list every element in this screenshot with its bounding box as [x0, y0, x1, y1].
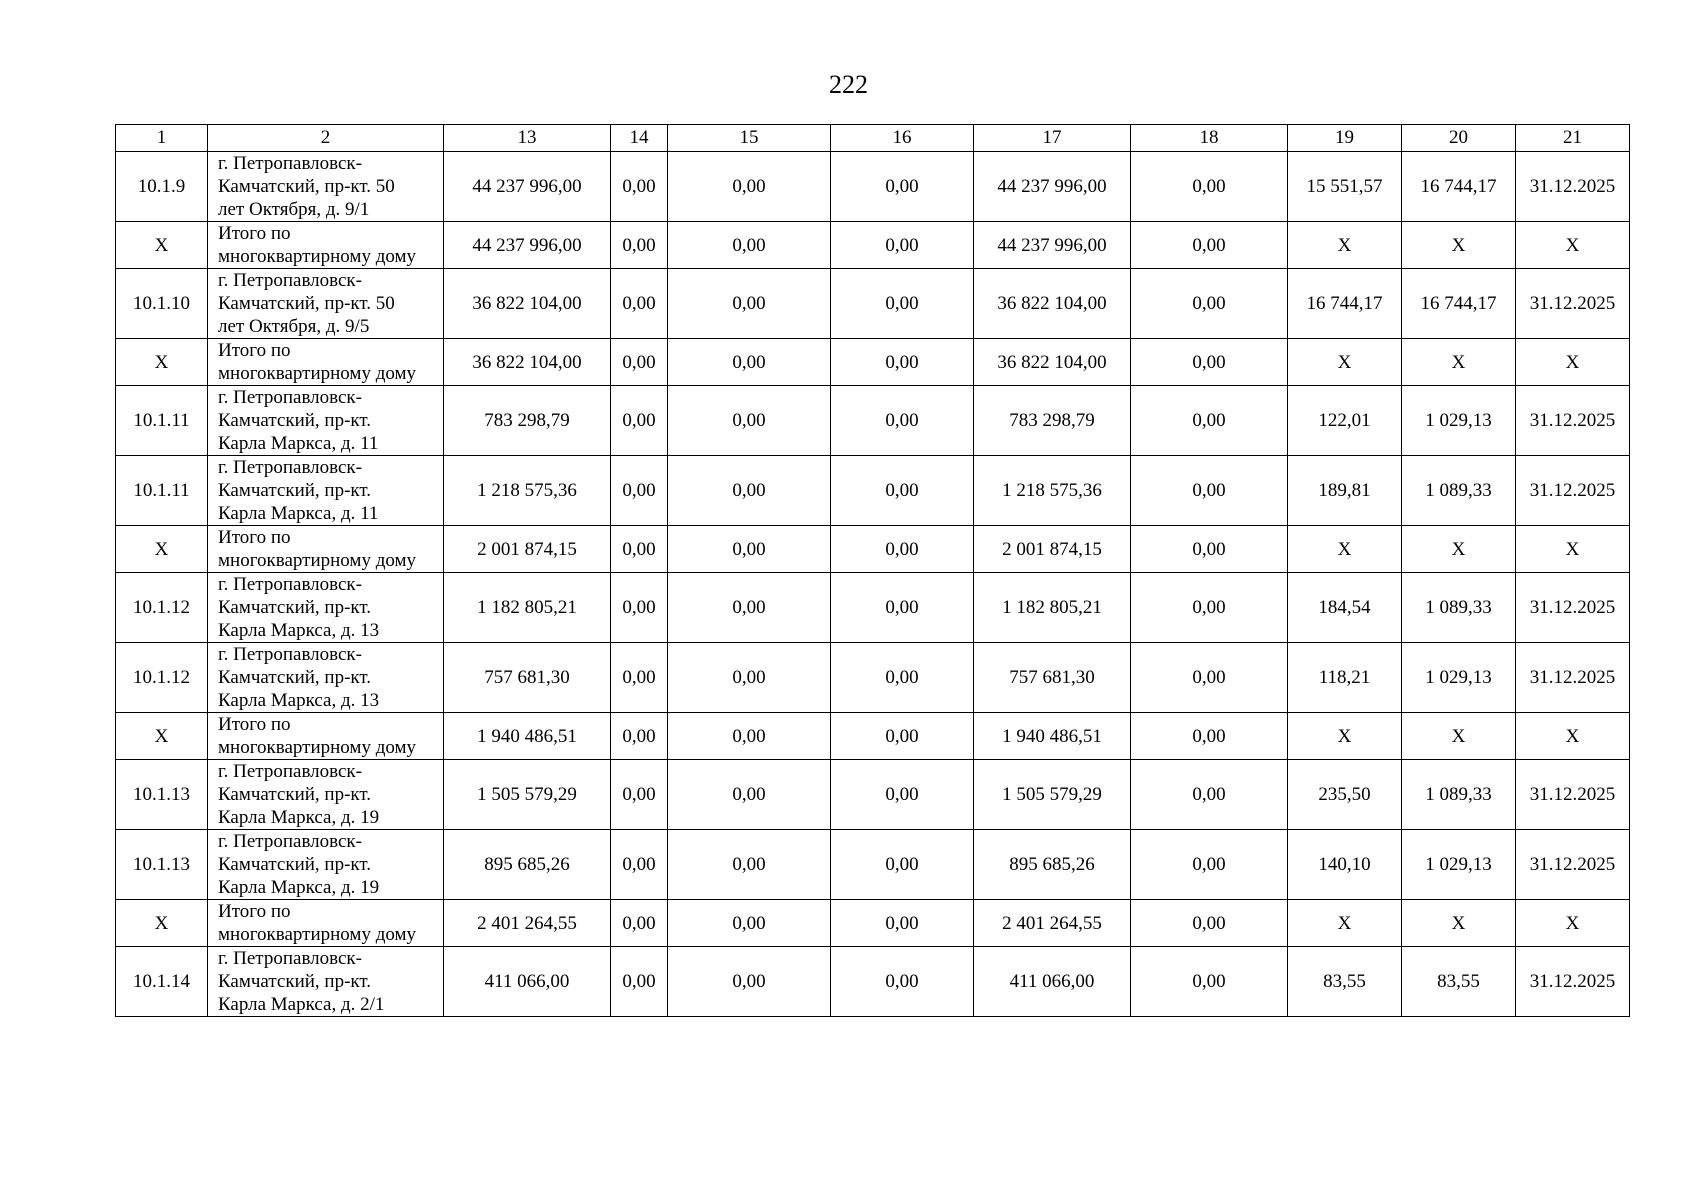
col-19-value: 122,01 [1288, 386, 1402, 456]
col-18-value: 0,00 [1131, 760, 1288, 830]
row-number: X [116, 526, 208, 573]
col-21-date: 31.12.2025 [1516, 643, 1630, 713]
row-number: 10.1.11 [116, 456, 208, 526]
col-16-value: 0,00 [831, 900, 974, 947]
col-13-value: 1 182 805,21 [444, 573, 611, 643]
col-17-value: 36 822 104,00 [974, 339, 1131, 386]
col-16-value: 0,00 [831, 760, 974, 830]
row-number: 10.1.9 [116, 152, 208, 222]
total-row [116, 222, 1630, 269]
col-21-date: 31.12.2025 [1516, 386, 1630, 456]
address: Итого по многоквартирному дому [208, 713, 444, 760]
col-16-value: 0,00 [831, 573, 974, 643]
row-number: 10.1.10 [116, 269, 208, 339]
col-19-value: 16 744,17 [1288, 269, 1402, 339]
col-14-value: 0,00 [611, 339, 668, 386]
col-18-value: 0,00 [1131, 222, 1288, 269]
col-17-value: 757 681,30 [974, 643, 1131, 713]
col-17-value: 2 401 264,55 [974, 900, 1131, 947]
col-15-value: 0,00 [668, 830, 831, 900]
col-20-value: 83,55 [1402, 947, 1516, 1017]
col-13-value: 36 822 104,00 [444, 269, 611, 339]
col-21-date: X [1516, 339, 1630, 386]
total-row [116, 526, 1630, 573]
col-13-value: 783 298,79 [444, 386, 611, 456]
address: г. Петропавловск- Камчатский, пр-кт. Карла Маркса, д. 13 [208, 573, 444, 643]
col-17-value: 1 182 805,21 [974, 573, 1131, 643]
col-14-value: 0,00 [611, 900, 668, 947]
col-15-value: 0,00 [668, 339, 831, 386]
col-16-value: 0,00 [831, 526, 974, 573]
col-15-value: 0,00 [668, 713, 831, 760]
row-number: 10.1.13 [116, 830, 208, 900]
table-row [116, 152, 1630, 222]
table-row [116, 947, 1630, 1017]
address: г. Петропавловск- Камчатский, пр-кт. Карла Маркса, д. 13 [208, 643, 444, 713]
col-19-value: 235,50 [1288, 760, 1402, 830]
col-21-date: 31.12.2025 [1516, 456, 1630, 526]
col-16-value: 0,00 [831, 643, 974, 713]
col-20-value: 1 029,13 [1402, 830, 1516, 900]
col-20-value: X [1402, 222, 1516, 269]
col-15-value: 0,00 [668, 526, 831, 573]
col-20-value: 16 744,17 [1402, 269, 1516, 339]
row-number: X [116, 713, 208, 760]
col-21-date: X [1516, 900, 1630, 947]
col-19-value: 140,10 [1288, 830, 1402, 900]
table-row [116, 643, 1630, 713]
address: Итого по многоквартирному дому [208, 222, 444, 269]
col-20-value: 16 744,17 [1402, 152, 1516, 222]
col-18-value: 0,00 [1131, 526, 1288, 573]
col-13-value: 44 237 996,00 [444, 152, 611, 222]
column-header: 2 [208, 125, 444, 152]
col-21-date: X [1516, 713, 1630, 760]
col-13-value: 2 001 874,15 [444, 526, 611, 573]
col-17-value: 2 001 874,15 [974, 526, 1131, 573]
col-15-value: 0,00 [668, 760, 831, 830]
col-19-value: X [1288, 713, 1402, 760]
col-15-value: 0,00 [668, 947, 831, 1017]
col-19-value: 118,21 [1288, 643, 1402, 713]
column-header: 21 [1516, 125, 1630, 152]
col-18-value: 0,00 [1131, 830, 1288, 900]
col-17-value: 411 066,00 [974, 947, 1131, 1017]
col-21-date: 31.12.2025 [1516, 830, 1630, 900]
col-15-value: 0,00 [668, 456, 831, 526]
col-13-value: 895 685,26 [444, 830, 611, 900]
col-21-date: X [1516, 222, 1630, 269]
table-row [116, 830, 1630, 900]
column-header: 17 [974, 125, 1131, 152]
col-14-value: 0,00 [611, 713, 668, 760]
address: г. Петропавловск- Камчатский, пр-кт. Карла Маркса, д. 11 [208, 456, 444, 526]
col-18-value: 0,00 [1131, 386, 1288, 456]
header-row [116, 125, 1630, 152]
col-16-value: 0,00 [831, 830, 974, 900]
col-15-value: 0,00 [668, 152, 831, 222]
col-20-value: X [1402, 900, 1516, 947]
row-number: X [116, 339, 208, 386]
column-header: 13 [444, 125, 611, 152]
col-14-value: 0,00 [611, 643, 668, 713]
col-14-value: 0,00 [611, 573, 668, 643]
row-number: 10.1.14 [116, 947, 208, 1017]
col-14-value: 0,00 [611, 526, 668, 573]
col-13-value: 2 401 264,55 [444, 900, 611, 947]
col-13-value: 411 066,00 [444, 947, 611, 1017]
address: г. Петропавловск- Камчатский, пр-кт. 50 лет Октября, д. 9/5 [208, 269, 444, 339]
col-17-value: 895 685,26 [974, 830, 1131, 900]
page-number: 222 [829, 70, 868, 99]
column-header: 19 [1288, 125, 1402, 152]
address: Итого по многоквартирному дому [208, 526, 444, 573]
row-number: 10.1.13 [116, 760, 208, 830]
row-number: 10.1.12 [116, 573, 208, 643]
col-13-value: 1 505 579,29 [444, 760, 611, 830]
col-19-value: 15 551,57 [1288, 152, 1402, 222]
col-16-value: 0,00 [831, 222, 974, 269]
col-18-value: 0,00 [1131, 152, 1288, 222]
col-15-value: 0,00 [668, 643, 831, 713]
col-17-value: 36 822 104,00 [974, 269, 1131, 339]
col-20-value: X [1402, 339, 1516, 386]
address: г. Петропавловск- Камчатский, пр-кт. 50 лет Октября, д. 9/1 [208, 152, 444, 222]
col-14-value: 0,00 [611, 760, 668, 830]
col-20-value: 1 029,13 [1402, 643, 1516, 713]
total-row [116, 713, 1630, 760]
table-header [116, 125, 1630, 152]
col-16-value: 0,00 [831, 456, 974, 526]
col-13-value: 757 681,30 [444, 643, 611, 713]
column-header: 20 [1402, 125, 1516, 152]
col-16-value: 0,00 [831, 713, 974, 760]
col-21-date: 31.12.2025 [1516, 760, 1630, 830]
total-row [116, 339, 1630, 386]
address: Итого по многоквартирному дому [208, 900, 444, 947]
row-number: X [116, 222, 208, 269]
col-20-value: 1 089,33 [1402, 573, 1516, 643]
col-13-value: 44 237 996,00 [444, 222, 611, 269]
col-16-value: 0,00 [831, 269, 974, 339]
col-16-value: 0,00 [831, 386, 974, 456]
col-17-value: 1 218 575,36 [974, 456, 1131, 526]
col-20-value: 1 089,33 [1402, 456, 1516, 526]
col-21-date: 31.12.2025 [1516, 269, 1630, 339]
col-14-value: 0,00 [611, 269, 668, 339]
col-14-value: 0,00 [611, 456, 668, 526]
col-18-value: 0,00 [1131, 643, 1288, 713]
col-14-value: 0,00 [611, 152, 668, 222]
col-21-date: 31.12.2025 [1516, 947, 1630, 1017]
col-15-value: 0,00 [668, 573, 831, 643]
col-17-value: 1 940 486,51 [974, 713, 1131, 760]
address: Итого по многоквартирному дому [208, 339, 444, 386]
col-18-value: 0,00 [1131, 456, 1288, 526]
address: г. Петропавловск- Камчатский, пр-кт. Карла Маркса, д. 2/1 [208, 947, 444, 1017]
total-row [116, 900, 1630, 947]
col-20-value: X [1402, 713, 1516, 760]
data-table [115, 124, 1630, 1017]
col-16-value: 0,00 [831, 339, 974, 386]
col-15-value: 0,00 [668, 222, 831, 269]
column-header: 14 [611, 125, 668, 152]
col-14-value: 0,00 [611, 386, 668, 456]
col-14-value: 0,00 [611, 830, 668, 900]
col-18-value: 0,00 [1131, 339, 1288, 386]
table-row [116, 269, 1630, 339]
col-19-value: X [1288, 900, 1402, 947]
table-row [116, 573, 1630, 643]
col-20-value: 1 029,13 [1402, 386, 1516, 456]
column-header: 15 [668, 125, 831, 152]
col-17-value: 44 237 996,00 [974, 222, 1131, 269]
col-18-value: 0,00 [1131, 269, 1288, 339]
col-19-value: X [1288, 222, 1402, 269]
col-19-value: 189,81 [1288, 456, 1402, 526]
col-16-value: 0,00 [831, 947, 974, 1017]
row-number: 10.1.12 [116, 643, 208, 713]
col-13-value: 36 822 104,00 [444, 339, 611, 386]
table-row [116, 386, 1630, 456]
col-15-value: 0,00 [668, 269, 831, 339]
address: г. Петропавловск- Камчатский, пр-кт. Карла Маркса, д. 19 [208, 830, 444, 900]
col-17-value: 1 505 579,29 [974, 760, 1131, 830]
col-18-value: 0,00 [1131, 713, 1288, 760]
address: г. Петропавловск- Камчатский, пр-кт. Карла Маркса, д. 19 [208, 760, 444, 830]
col-14-value: 0,00 [611, 947, 668, 1017]
column-header: 18 [1131, 125, 1288, 152]
col-18-value: 0,00 [1131, 573, 1288, 643]
address: г. Петропавловск- Камчатский, пр-кт. Карла Маркса, д. 11 [208, 386, 444, 456]
col-21-date: 31.12.2025 [1516, 152, 1630, 222]
table-row [116, 456, 1630, 526]
col-13-value: 1 218 575,36 [444, 456, 611, 526]
col-21-date: 31.12.2025 [1516, 573, 1630, 643]
column-header: 16 [831, 125, 974, 152]
col-18-value: 0,00 [1131, 900, 1288, 947]
col-20-value: X [1402, 526, 1516, 573]
col-17-value: 783 298,79 [974, 386, 1131, 456]
table-row [116, 760, 1630, 830]
table-body [116, 152, 1630, 1017]
col-15-value: 0,00 [668, 386, 831, 456]
col-19-value: X [1288, 526, 1402, 573]
col-17-value: 44 237 996,00 [974, 152, 1131, 222]
col-14-value: 0,00 [611, 222, 668, 269]
column-header: 1 [116, 125, 208, 152]
col-13-value: 1 940 486,51 [444, 713, 611, 760]
row-number: 10.1.11 [116, 386, 208, 456]
col-20-value: 1 089,33 [1402, 760, 1516, 830]
col-19-value: 83,55 [1288, 947, 1402, 1017]
row-number: X [116, 900, 208, 947]
col-19-value: X [1288, 339, 1402, 386]
col-18-value: 0,00 [1131, 947, 1288, 1017]
col-15-value: 0,00 [668, 900, 831, 947]
col-16-value: 0,00 [831, 152, 974, 222]
col-21-date: X [1516, 526, 1630, 573]
col-19-value: 184,54 [1288, 573, 1402, 643]
